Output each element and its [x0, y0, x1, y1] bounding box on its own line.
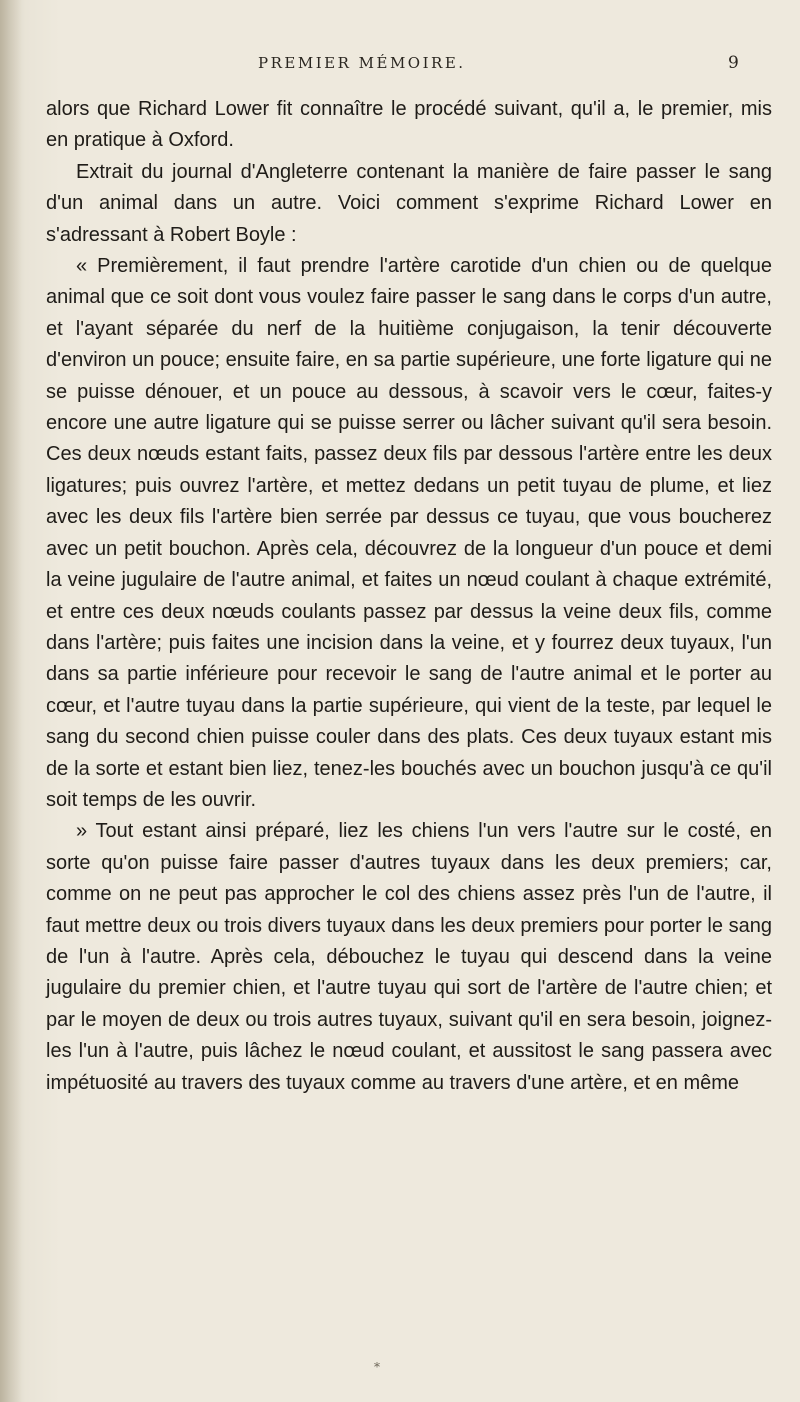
body-text: [46, 94, 772, 1099]
paragraph-extrait: Extrait du journal d'Angleterre contenant la manière de faire passer le sang d'un animal dans un autre. Voici comment s'exprime Richard Lower en s'adressant à Robert Boyle :: [46, 160, 772, 246]
page-gutter-shadow: [0, 0, 22, 1402]
page-number: 9: [728, 53, 739, 73]
paragraph-quotation-part-2: » Tout estant ainsi préparé, liez les chiens l'un vers l'autre sur le costé, en sorte qu'on puisse faire passer d'autres tuyaux dans les deux premiers; car, comme on ne peut pas approcher le col des chiens assez près l'un de l'autre, il faut mettre deux ou trois divers tuyaux dans les deux premiers pour porter le sang de l'un à l'autre. Après cela, débouchez le tuyau qui descend dans la veine jugulaire du premier chien, et l'autre tuyau qui sort de l'artère de l'autre chien; et par le moyen de deux ou trois autres tuyaux, suivant qu'il en sera besoin, joignez-les l'un à l'autre, puis lâchez le nœud coulant, et aussitost le sang passera avec impétuosité au travers des tuyaux comme au travers d'une artère, et en même: [46, 820, 772, 1094]
paragraph-quotation-part-1: « Premièrement, il faut prendre l'artère carotide d'un chien ou de quelque animal que ce soit dont vous voulez faire passer le sang dans le corps d'un autre, et l'ayant séparée du nerf de la huitième conjugaison, la tenir découverte d'environ un pouce; ensuite faire, en sa partie supérieure, une forte ligature qui ne se puisse dénouer, et un pouce au dessous, à scavoir vers le cœur, faites-y encore une autre ligature qui se puisse serrer ou lâcher suivant qu'il sera besoin. Ces deux nœuds estant faits, passez deux fils par dessous l'artère entre les deux ligatures; puis ouvrez l'artère, et mettez dedans un petit tuyau de plume, et liez avec les deux fils l'artère bien serrée par dessus ce tuyau, que vous boucherez avec un petit bouchon. Après cela, découvrez de la longueur d'un pouce et demi la veine jugulaire de l'autre animal, et faites un nœud coulant à chaque extrémité, et entre ces deux nœuds coulants passez par dessus la veine deux fils, comme dans l'artère; puis faites une incision dans la veine, et y fourrez deux tuyaux, l'un dans sa partie inférieure pour recevoir le sang de l'autre animal et le porter au cœur, et l'autre tuyau dans la partie supérieure, qui vient de la teste, par lequel le sang du second chien puisse couler dans des plats. Ces deux tuyaux estant mis de la sorte et estant bien liez, tenez-les bouchés avec un bouchon jusqu'à ce qu'il soit temps de les ouvrir.: [46, 255, 772, 811]
running-header: [0, 54, 800, 84]
running-title: PREMIER MÉMOIRE.: [258, 54, 466, 72]
footer-mark: *: [374, 1360, 380, 1374]
paragraph-continuation: alors que Richard Lower fit connaître le procédé suivant, qu'il a, le premier, mis en pratique à Oxford.: [46, 98, 772, 152]
